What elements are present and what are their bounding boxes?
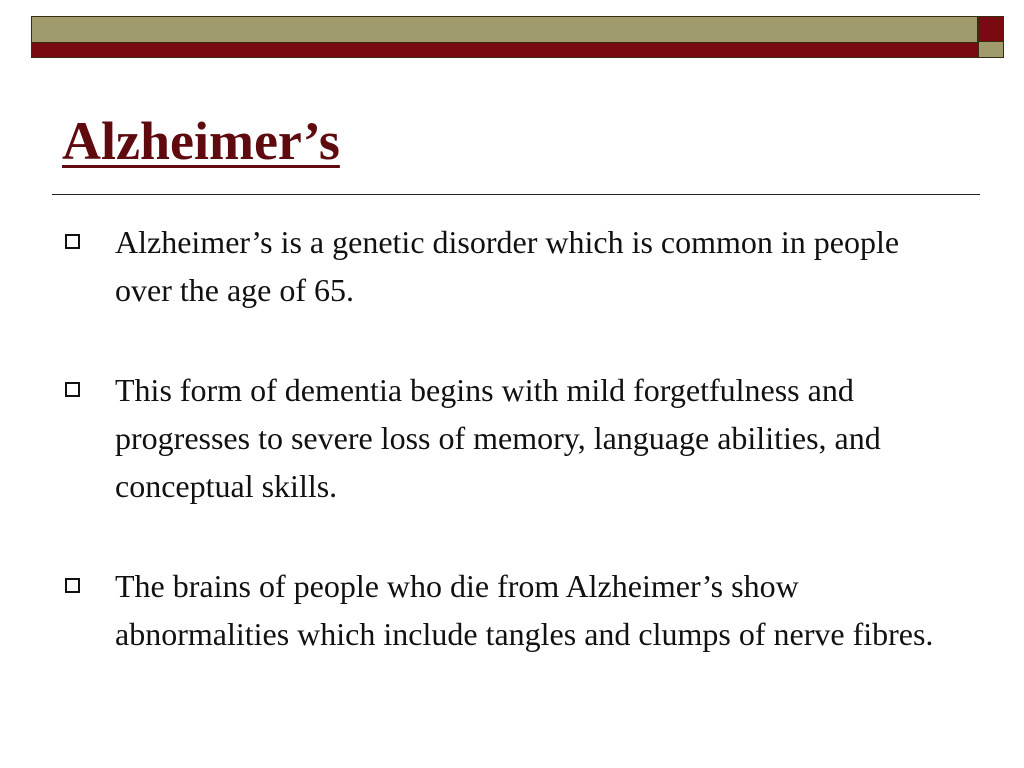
title-divider (52, 194, 980, 195)
hollow-square-bullet-icon (65, 578, 80, 593)
bullet-item (64, 562, 944, 658)
hollow-square-bullet-icon (65, 382, 80, 397)
bullet-item (64, 218, 944, 314)
bullet-item (64, 366, 944, 510)
slide-title: Alzheimer’s (62, 111, 340, 171)
corner-block-olive (978, 41, 1004, 58)
bullet-text: Alzheimer’s is a genetic disorder which is common in people over the age of 65. (115, 224, 900, 308)
header-banner-olive-stripe (32, 17, 977, 43)
header-banner (31, 16, 978, 58)
bullet-list (64, 218, 944, 710)
corner-block-maroon (978, 16, 1004, 42)
bullet-text: This form of dementia begins with mild forgetfulness and progresses to severe loss of memory, language abilities, and conceptual skills. (115, 372, 881, 504)
bullet-text: The brains of people who die from Alzheimer’s show abnormalities which include tangles and clumps of nerve fibres. (115, 568, 934, 652)
hollow-square-bullet-icon (65, 234, 80, 249)
